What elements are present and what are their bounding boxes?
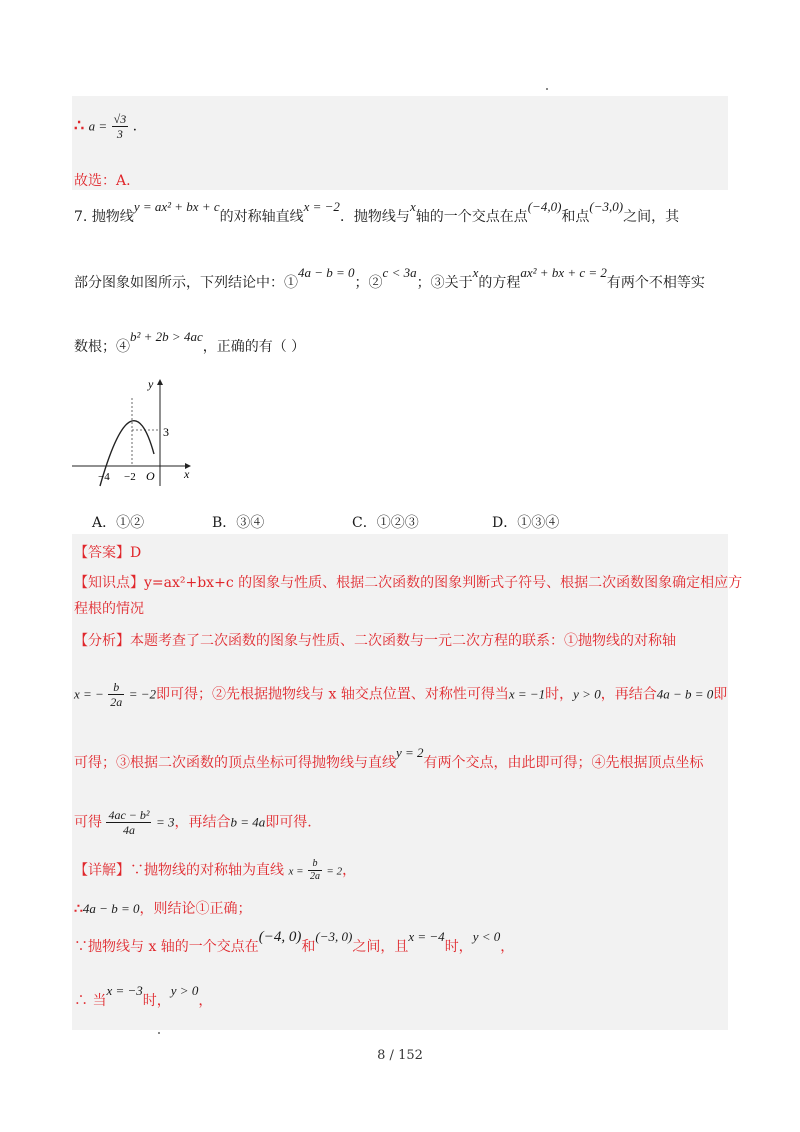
- math-expr: x = −: [74, 686, 104, 702]
- question-text: 的对称轴直线: [219, 209, 304, 225]
- analysis-line-1: [74, 630, 738, 652]
- detail-text: 时，: [142, 993, 171, 1009]
- analysis-fraction: [108, 680, 124, 709]
- math-expr: (−4, 0): [258, 929, 302, 945]
- therefore-symbol: ∴: [74, 901, 83, 917]
- math-expr: x = −1: [508, 686, 546, 702]
- detail-text: ∵抛物线的对称轴为直线: [130, 862, 284, 879]
- math-expr: = 3: [155, 814, 175, 830]
- math-expr: b = 4a: [230, 814, 266, 830]
- question-text: 抛物线: [91, 209, 134, 225]
- analysis-line-4: [74, 808, 738, 837]
- detail-text: 时，: [444, 939, 473, 955]
- math-expr: ax² + bx + c = 2: [520, 265, 607, 280]
- page-separator: /: [389, 1048, 394, 1063]
- question-line-3: [74, 329, 738, 358]
- choice-line: [74, 170, 738, 192]
- math-expr: x = −3: [106, 983, 143, 998]
- choice-text: 故选：A.: [74, 173, 131, 189]
- knowledge-text: 程根的情况: [74, 601, 144, 617]
- question-line-2: [74, 265, 738, 294]
- question-text: 和点: [561, 209, 590, 225]
- analysis-text: ，再结合: [600, 686, 657, 703]
- math-expr: x = −2: [303, 199, 340, 214]
- math-expr: = 2: [326, 865, 343, 878]
- analysis-text: 可得；③根据二次函数的顶点坐标可得抛物线与直线: [74, 755, 396, 771]
- detail-line-4: [74, 983, 738, 1012]
- fraction-numerator: √3: [113, 112, 127, 126]
- fraction-denominator: 2a: [110, 695, 123, 709]
- detail-text: ，: [198, 993, 213, 1009]
- math-expr: x = −4: [408, 929, 445, 944]
- math-expr: = −2: [128, 686, 157, 702]
- math-expr: y = 2: [396, 745, 424, 760]
- speck-mark: [158, 1032, 160, 1034]
- question-text: 数根；④: [74, 339, 130, 355]
- y-axis-label: y: [148, 377, 154, 391]
- analysis-text: 本题考查了二次函数的图象与性质、二次函数与一元二次方程的联系：①抛物线的对称轴: [130, 633, 676, 649]
- detail-text: ∴ 当: [74, 993, 107, 1009]
- tick-label-neg2: −2: [124, 471, 136, 483]
- math-expr: (−3,0): [589, 199, 624, 214]
- tick-label-3: 3: [163, 425, 169, 439]
- fraction-denominator: 3: [116, 127, 123, 141]
- math-expr: 4a − b = 0: [298, 265, 355, 280]
- question-text: ．抛物线与: [339, 209, 410, 225]
- parabola-graph: [68, 374, 208, 494]
- result-eq-lhs: a =: [88, 118, 108, 134]
- question-text: 的方程: [478, 275, 521, 291]
- detail-text: ∵抛物线与 x 轴的一个交点在: [74, 939, 259, 955]
- math-expr: c < 3a: [382, 265, 417, 280]
- analysis-text: ，再结合: [174, 814, 231, 831]
- option-d[interactable]: D．①③④: [492, 515, 560, 531]
- math-expr: b² + 2b > 4ac: [130, 329, 203, 344]
- knowledge-line-1: [74, 572, 743, 594]
- analysis-text: 即可得.: [265, 814, 312, 831]
- knowledge-text: y=ax²+bx+c 的图象与性质、根据二次函数的图象判断式子符号、根据二次函数图象确定相应方: [144, 575, 743, 591]
- question-text: ；③关于: [416, 275, 473, 291]
- x-axis-label: x: [184, 467, 190, 481]
- result-fraction: [112, 112, 129, 141]
- analysis-tag: 【分析】: [74, 633, 130, 649]
- question-text: 轴的一个交点在点: [415, 209, 528, 225]
- analysis-text: 时，: [545, 686, 574, 703]
- tick-label-neg4: −4: [98, 471, 110, 483]
- detail-line-2: [74, 898, 738, 920]
- fraction-denominator: 4a: [122, 823, 135, 837]
- detail-tag: 【详解】: [74, 862, 130, 879]
- analysis-text: 即可得；②先根据抛物线与 x 轴交点位置、对称性可得当: [156, 686, 509, 703]
- answer-tag: 【答案】: [74, 545, 130, 561]
- math-expr: y < 0: [472, 929, 501, 944]
- analysis-text: 有两个交点，由此即可得；④先根据顶点坐标: [423, 755, 704, 771]
- question-text: ；②: [354, 275, 383, 291]
- origin-label: O: [146, 469, 155, 483]
- result-line: [74, 112, 738, 141]
- total-pages: 152: [398, 1048, 423, 1063]
- question-text: ，正确的有（ ）: [202, 339, 306, 355]
- question-text: 之间，其: [623, 209, 680, 225]
- option-a[interactable]: A．①②: [92, 515, 145, 531]
- math-expr: y > 0: [170, 983, 199, 998]
- math-expr: x: [472, 265, 479, 280]
- fraction-numerator: b: [308, 858, 322, 871]
- detail-text: 和: [301, 939, 316, 955]
- analysis-text: 可得: [74, 814, 102, 831]
- detail-text: ，则结论①正确；: [139, 901, 252, 917]
- option-b[interactable]: B．③④: [212, 515, 265, 531]
- fraction-numerator: b: [108, 680, 124, 695]
- fraction-numerator: 4ac − b²: [108, 808, 150, 822]
- analysis-line-2: [74, 680, 738, 709]
- math-expr: 4a − b = 0: [656, 686, 714, 702]
- question-number: 7.: [74, 209, 88, 225]
- answer-line: [74, 542, 738, 564]
- math-expr: (−4,0): [527, 199, 562, 214]
- fraction-denominator: 2a: [309, 871, 320, 882]
- detail-text: ，: [342, 862, 357, 879]
- detail-text: 之间，且: [352, 939, 409, 955]
- detail-text: ，: [500, 939, 515, 955]
- detail-fraction: [308, 858, 322, 883]
- speck-mark: [546, 88, 548, 90]
- math-expr: y = ax² + bx + c: [133, 199, 220, 214]
- analysis-vertex-fraction: [106, 808, 151, 837]
- answer-value: D: [130, 545, 142, 561]
- therefore-symbol: ∴: [74, 115, 85, 135]
- knowledge-line-2: [74, 598, 738, 620]
- math-expr: x =: [288, 865, 304, 878]
- current-page: 8: [377, 1048, 386, 1063]
- page-number: [0, 1048, 800, 1063]
- question-text: 有两个不相等实: [606, 275, 705, 291]
- option-c[interactable]: C．①②③: [352, 515, 419, 531]
- detail-line-3: [74, 929, 738, 958]
- math-expr: 4a − b = 0: [82, 901, 140, 916]
- result-period: .: [132, 118, 138, 135]
- knowledge-tag: 【知识点】: [74, 575, 144, 591]
- analysis-text: 即: [713, 686, 728, 703]
- question-text: 部分图象如图所示，下列结论中：①: [74, 275, 298, 291]
- math-expr: x: [409, 199, 416, 214]
- analysis-line-3: [74, 745, 738, 774]
- detail-line-1: [74, 858, 738, 883]
- math-expr: y > 0: [573, 686, 601, 702]
- math-expr: (−3, 0): [315, 929, 353, 944]
- question-line-1: [74, 199, 738, 228]
